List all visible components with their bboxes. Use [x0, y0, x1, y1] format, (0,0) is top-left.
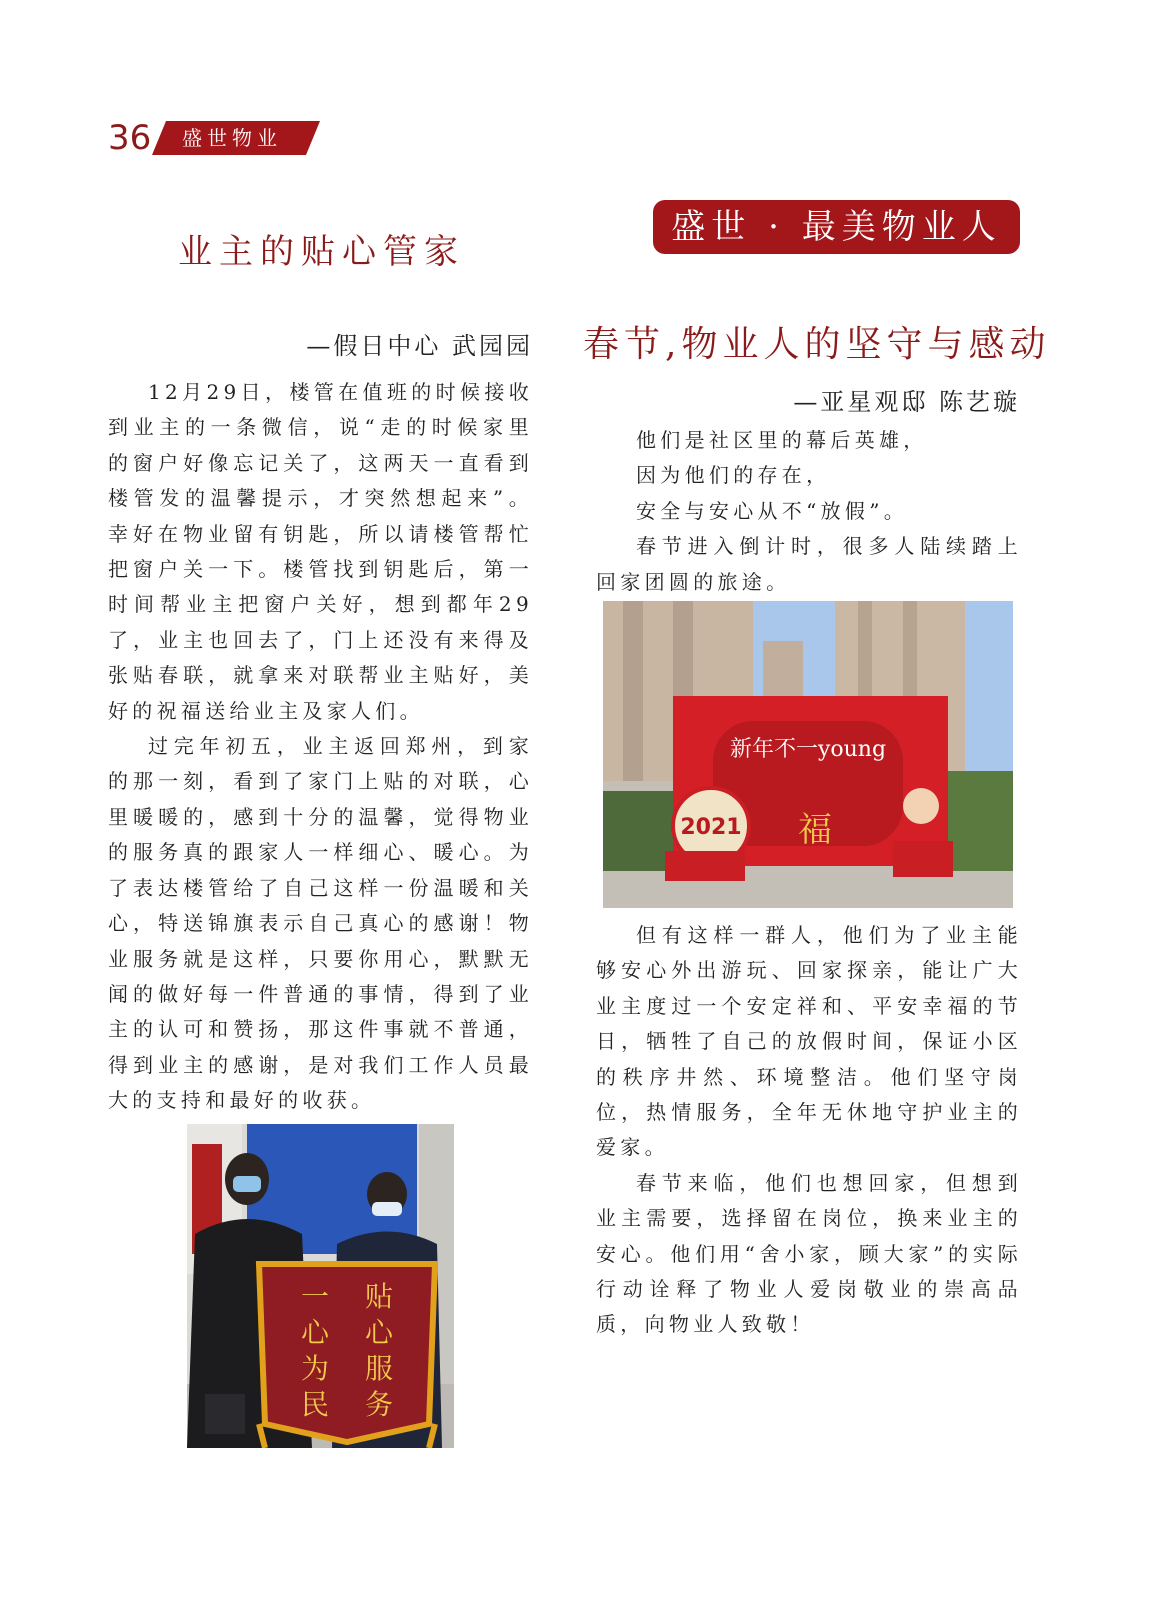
section-name: 盛世物业	[182, 126, 282, 150]
right-article-body-bottom	[596, 918, 1022, 1343]
right-paragraph: 春节进入倒计时，很多人陆续踏上回家团圆的旅途。	[596, 534, 1022, 594]
right-paragraph: 因为他们的存在，	[636, 463, 831, 488]
pennant-glyph: 服	[364, 1352, 394, 1385]
section-tag	[152, 121, 320, 155]
pennant-glyph: 心	[300, 1316, 330, 1349]
column-banner-text: 盛世 · 最美物业人	[671, 207, 1002, 247]
page-number: 36	[108, 118, 152, 158]
right-article-body-top	[596, 423, 1022, 600]
left-paragraph: 过完年初五，业主返回郑州，到家的那一刻，看到了家门上贴的对联，心里暖暖的，感到十分的温馨，觉得物业的服务真的跟家人一样细心、暖心。为了表达楼管给了自己这样一份温暖和关心，特送锦旗表示自己真心的感谢！物业服务就是这样，只要你用心，默默无闻的做好每一件普通的事情，得到了业主的认可和赞扬，那这件事就不普通，得到业主的感谢，是对我们工作人员最大的支持和最好的收获。	[108, 734, 533, 1113]
pennant-glyph: 民	[300, 1388, 330, 1421]
left-article-title: 业主的贴心管家	[178, 232, 465, 272]
right-paragraph: 安全与安心从不“放假”。	[636, 498, 909, 523]
pennant-glyph: 贴	[364, 1280, 394, 1313]
column-banner	[653, 200, 1020, 254]
left-article-body	[108, 375, 533, 1119]
display-year: 2021	[680, 815, 742, 840]
new-year-display-photo	[603, 601, 1013, 908]
pennant-photo	[187, 1124, 454, 1448]
right-article-byline: —亚星观邸 陈艺璇	[793, 388, 1020, 416]
right-paragraph: 他们是社区里的幕后英雄，	[636, 428, 928, 452]
left-article-byline: —假日中心 武园园	[306, 332, 533, 360]
right-paragraph: 但有这样一群人，他们为了业主能够安心外出游玩、回家探亲，能让广大业主度过一个安定祥和、平安幸福的节日，牺牲了自己的放假时间，保证小区的秩序井然、环境整洁。他们坚守岗位，热情服务，全年无休地守护业主的爱家。	[596, 923, 1022, 1160]
right-paragraph: 春节来临，他们也想回家，但想到业主需要，选择留在岗位，换来业主的安心。他们用“舍小家，顾大家”的实际行动诠释了物业人爱岗敬业的崇高品质，向物业人致敬！	[596, 1170, 1022, 1337]
pennant-glyph: 心	[364, 1316, 394, 1349]
left-paragraph: 12月29日，楼管在值班的时候接收到业主的一条微信，说“走的时候家里的窗户好像忘记关了，这两天一直看到楼管发的温馨提示，才突然想起来”。幸好在物业留有钥匙，所以请楼管帮忙把窗户关一下。楼管找到钥匙后，第一时间帮业主把窗户关好，想到都年29了，业主也回去了，门上还没有来得及张贴春联，就拿来对联帮业主贴好，美好的祝福送给业主及家人们。	[108, 380, 533, 723]
right-article-title: 春节,物业人的坚守与感动	[583, 324, 1051, 365]
display-headline: 新年不一young	[729, 737, 887, 762]
pennant-glyph: 一	[300, 1280, 330, 1313]
pennant-glyph: 务	[364, 1388, 394, 1421]
pennant-glyph: 为	[300, 1352, 330, 1385]
display-fu: 福	[798, 810, 832, 850]
